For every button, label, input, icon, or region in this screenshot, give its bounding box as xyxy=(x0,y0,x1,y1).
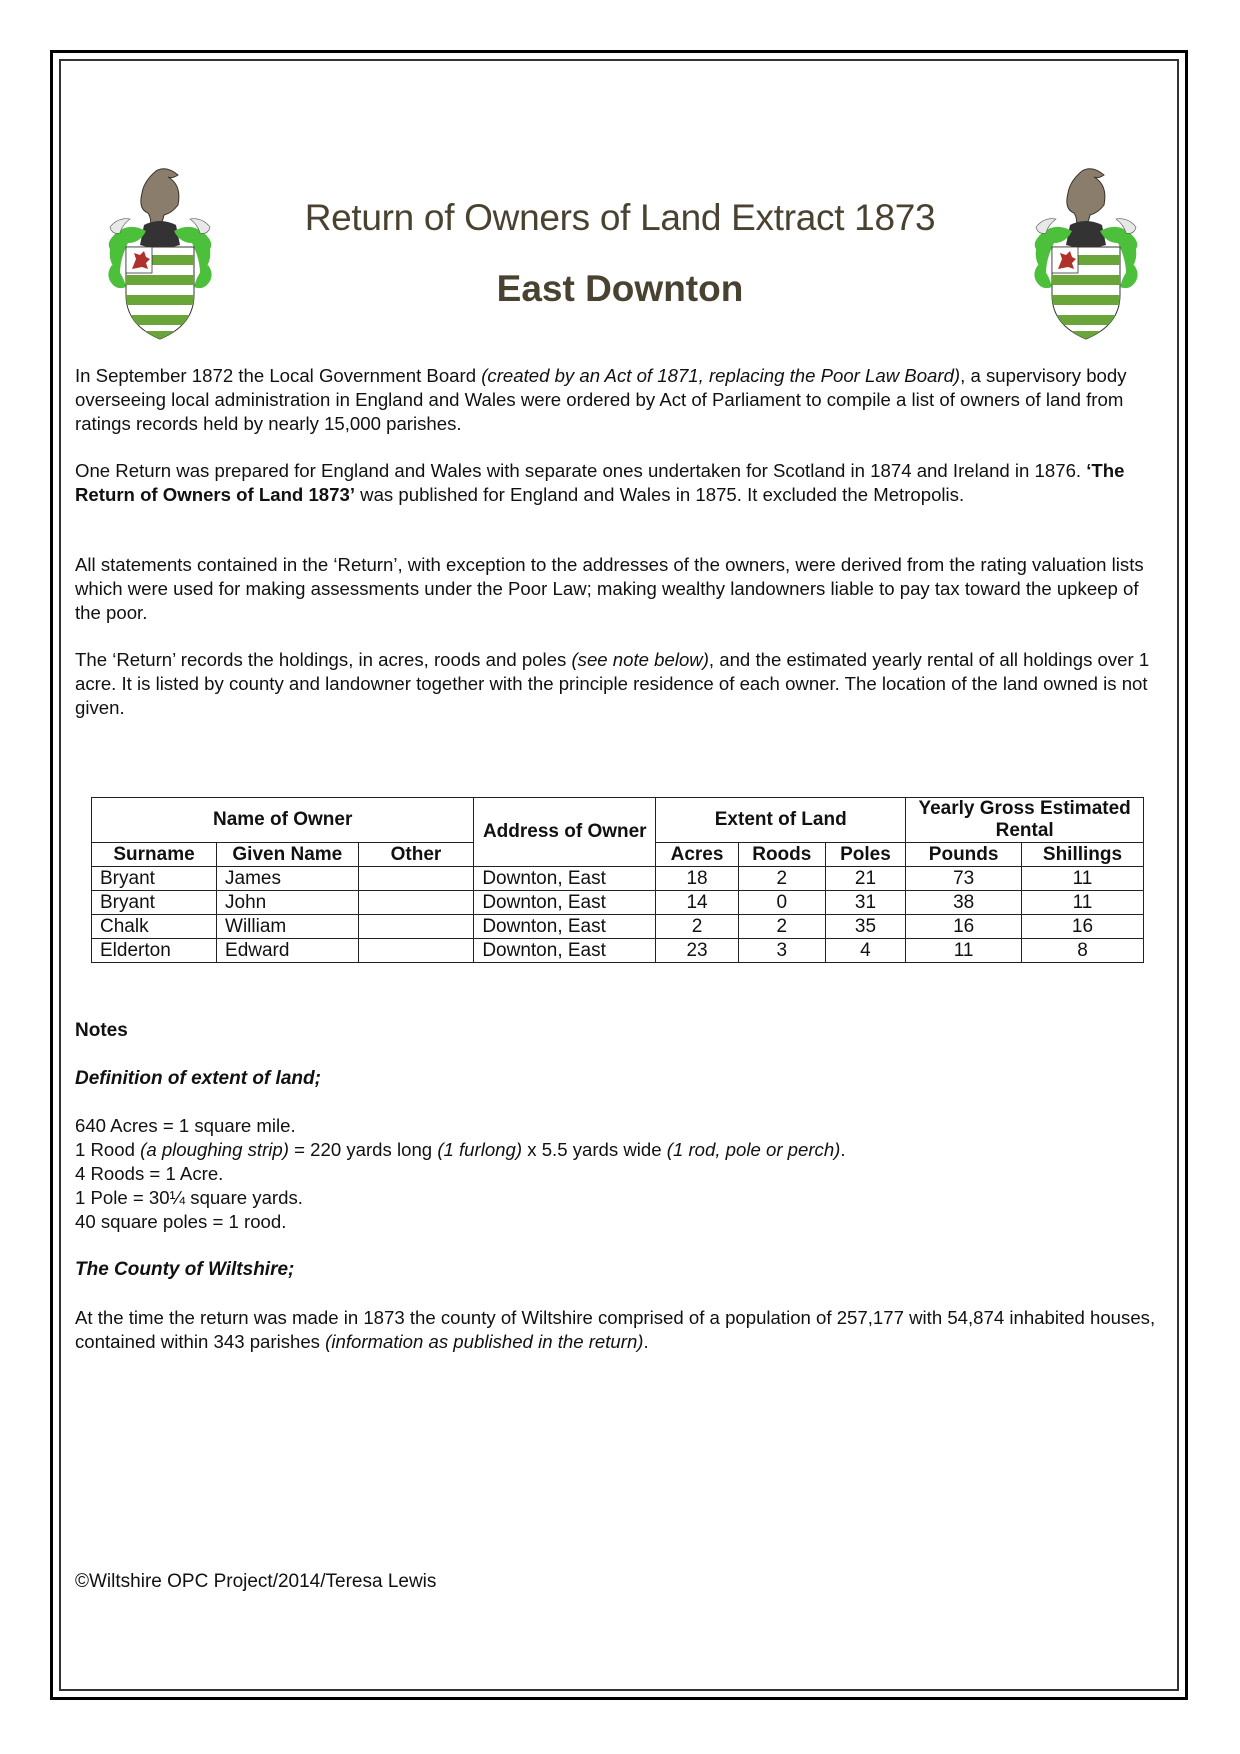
text-run: was published for England and Wales in 1875. It excluded the Metropolis. xyxy=(355,484,965,505)
text-run: . xyxy=(643,1331,649,1352)
text-run-italic: (information as published in the return) xyxy=(325,1331,644,1352)
cell-roods: 2 xyxy=(738,915,825,939)
cell-surname: Elderton xyxy=(92,939,217,963)
text-run: x 5.5 yards wide xyxy=(522,1139,667,1160)
table-row xyxy=(92,915,1144,939)
cell-given-name: John xyxy=(217,891,359,915)
header-name-of-owner: Name of Owner xyxy=(92,798,474,843)
cell-acres: 23 xyxy=(656,939,739,963)
text-run: 4 Roods = 1 Acre. xyxy=(75,1163,224,1184)
table-row xyxy=(92,939,1144,963)
text-run: , a supervisory body overseeing local administration in England and Wales were ordered by Act of Parliament to compile a list of owners of land from ratings records held by nearly 15,000 parishes. xyxy=(75,365,1127,434)
cell-surname: Bryant xyxy=(92,867,217,891)
column-header-shillings: Shillings xyxy=(1022,843,1144,867)
text-run: . xyxy=(840,1139,846,1160)
cell-poles: 31 xyxy=(825,891,906,915)
county-paragraph xyxy=(75,1306,1165,1354)
intro-paragraph-4 xyxy=(75,648,1165,720)
cell-address: Downton, East xyxy=(474,867,656,891)
cell-pounds: 38 xyxy=(906,891,1022,915)
definition-item xyxy=(75,1210,846,1234)
column-header-poles: Poles xyxy=(825,843,906,867)
definition-item xyxy=(75,1114,846,1138)
coat-of-arms-icon xyxy=(104,165,216,345)
text-run: , and the estimated yearly rental of all holdings over 1 acre. It is listed by county and landowner together with the principle residence of each owner. The location of the land owned is not given. xyxy=(75,649,1150,718)
text-run-italic: (1 rod, pole or perch) xyxy=(666,1139,841,1160)
text-run: The ‘Return’ records the holdings, in acres, roods and poles xyxy=(75,649,572,670)
intro-paragraph-3 xyxy=(75,553,1165,625)
cell-roods: 3 xyxy=(738,939,825,963)
text-run-italic: (a ploughing strip) xyxy=(140,1139,289,1160)
cell-address: Downton, East xyxy=(474,915,656,939)
county-heading: The County of Wiltshire; xyxy=(75,1259,295,1280)
definition-heading: Definition of extent of land; xyxy=(75,1068,321,1089)
cell-shillings: 11 xyxy=(1022,867,1144,891)
column-header-roods: Roods xyxy=(738,843,825,867)
text-run-italic: (created by an Act of 1871, replacing the Poor Law Board) xyxy=(481,365,961,386)
cell-other xyxy=(358,867,474,891)
column-header-given-name: Given Name xyxy=(217,843,359,867)
definition-item xyxy=(75,1186,846,1210)
cell-poles: 35 xyxy=(825,915,906,939)
cell-address: Downton, East xyxy=(474,939,656,963)
column-header-other: Other xyxy=(358,843,474,867)
text-run: At the time the return was made in 1873 the county of Wiltshire comprised of a population of 257,177 with 54,874 inhabited houses, contained within 343 parishes xyxy=(75,1307,1156,1352)
cell-shillings: 8 xyxy=(1022,939,1144,963)
cell-acres: 14 xyxy=(656,891,739,915)
table-row xyxy=(92,891,1144,915)
text-run: 1 Pole = 30¼ square yards. xyxy=(75,1187,303,1208)
cell-shillings: 11 xyxy=(1022,891,1144,915)
cell-surname: Bryant xyxy=(92,891,217,915)
cell-other xyxy=(358,891,474,915)
text-run: 1 Rood xyxy=(75,1139,141,1160)
column-header-acres: Acres xyxy=(656,843,739,867)
cell-roods: 0 xyxy=(738,891,825,915)
text-run-italic: (1 furlong) xyxy=(437,1139,523,1160)
cell-acres: 2 xyxy=(656,915,739,939)
column-header-pounds: Pounds xyxy=(906,843,1022,867)
cell-roods: 2 xyxy=(738,867,825,891)
text-run: 40 square poles = 1 rood. xyxy=(75,1211,287,1232)
page-subtitle: East Downton xyxy=(496,268,744,309)
intro-paragraph-2 xyxy=(75,459,1165,507)
text-run: All statements contained in the ‘Return’, with exception to the addresses of the owners, were derived from the rating valuation lists which were used for making assessments under the Poor Law; making wealthy landowners liable to pay tax toward the upkeep of the poor. xyxy=(75,554,1144,623)
land-owners-table xyxy=(91,797,1144,963)
cell-address: Downton, East xyxy=(474,891,656,915)
cell-other xyxy=(358,939,474,963)
cell-given-name: James xyxy=(217,867,359,891)
cell-pounds: 16 xyxy=(906,915,1022,939)
header-extent-of-land: Extent of Land xyxy=(656,798,906,843)
cell-surname: Chalk xyxy=(92,915,217,939)
intro-paragraph-1 xyxy=(75,364,1165,436)
table-row xyxy=(92,867,1144,891)
text-run-italic: (see note below) xyxy=(571,649,709,670)
text-run: In September 1872 the Local Government Board xyxy=(75,365,482,386)
definition-item xyxy=(75,1138,846,1162)
coat-of-arms-icon xyxy=(1030,165,1142,345)
text-run: One Return was prepared for England and Wales with separate ones undertaken for Scotland in 1874 and Ireland in 1876. xyxy=(75,460,1087,481)
cell-poles: 21 xyxy=(825,867,906,891)
column-header-surname: Surname xyxy=(92,843,217,867)
table-group-header-row xyxy=(92,798,1144,843)
text-run-bold: ‘The Return of Owners of Land 1873’ xyxy=(75,460,1125,505)
cell-given-name: Edward xyxy=(217,939,359,963)
header-address-of-owner: Address of Owner xyxy=(474,798,656,867)
cell-poles: 4 xyxy=(825,939,906,963)
text-run: = 220 yards long xyxy=(288,1139,438,1160)
definition-item xyxy=(75,1162,846,1186)
header-yearly-rental: Yearly Gross Estimated Rental xyxy=(906,798,1144,843)
text-run: 640 Acres = 1 square mile. xyxy=(75,1115,296,1136)
copyright-footer: ©Wiltshire OPC Project/2014/Teresa Lewis xyxy=(75,1571,437,1592)
definitions-list xyxy=(75,1114,846,1234)
cell-given-name: William xyxy=(217,915,359,939)
cell-pounds: 73 xyxy=(906,867,1022,891)
cell-other xyxy=(358,915,474,939)
cell-acres: 18 xyxy=(656,867,739,891)
notes-heading: Notes xyxy=(75,1020,128,1041)
cell-shillings: 16 xyxy=(1022,915,1144,939)
cell-pounds: 11 xyxy=(906,939,1022,963)
page-title: Return of Owners of Land Extract 1873 xyxy=(304,197,936,238)
